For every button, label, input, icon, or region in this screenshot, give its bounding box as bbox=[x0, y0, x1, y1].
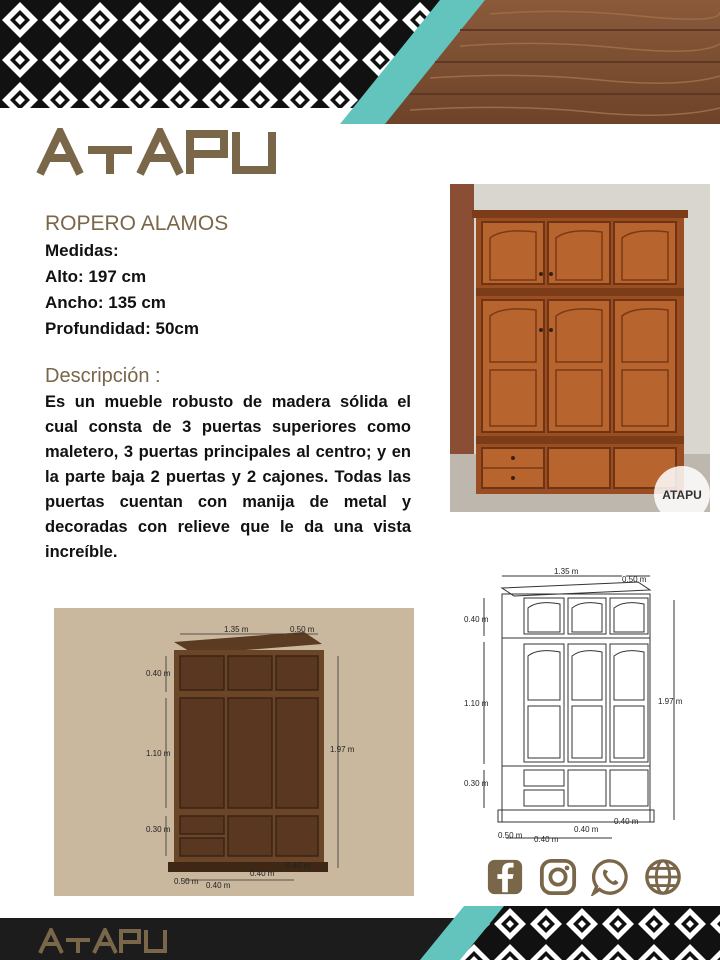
description-text: Es un mueble robusto de madera sólida el cual consta de 3 puertas superiores como maletero, 3 puertas principales al centro; y en la parte baja 2 puertas y 2 cajones. Todas las puertas cuentan con manija de metal y decoradas con relieve que le da una vista increíble. bbox=[45, 393, 411, 561]
render-bottom-height: 0.30 m bbox=[146, 825, 171, 834]
render-section-c: 0.40 m bbox=[286, 861, 311, 870]
atapu-logo bbox=[36, 128, 280, 176]
top-wood-banner bbox=[340, 0, 720, 124]
whatsapp-icon[interactable] bbox=[591, 858, 629, 896]
spec-depth: Profundidad: 50cm bbox=[45, 319, 199, 338]
drawing-depth: 0.50 m bbox=[622, 575, 647, 584]
render-depth: 0.50 m bbox=[290, 625, 315, 634]
drawing-total-height: 1.97 m bbox=[658, 697, 683, 706]
facebook-icon[interactable] bbox=[486, 858, 524, 896]
render-middle-height: 1.10 m bbox=[146, 749, 171, 758]
drawing-bottom-height: 0.30 m bbox=[464, 779, 489, 788]
measures-label: Medidas: bbox=[45, 241, 119, 260]
spec-height: Alto: 197 cm bbox=[45, 267, 147, 286]
render-total-width: 1.35 m bbox=[224, 625, 249, 634]
wardrobe-photo bbox=[450, 184, 710, 512]
render-top-height: 0.40 m bbox=[146, 669, 171, 678]
wardrobe-technical-drawing bbox=[462, 560, 690, 850]
footer-atapu-logo bbox=[38, 928, 168, 954]
web-icon[interactable] bbox=[644, 858, 682, 896]
wardrobe-3d-render bbox=[54, 608, 414, 896]
spec-width: Ancho: 135 cm bbox=[45, 293, 166, 312]
render-section-b: 0.40 m bbox=[250, 869, 275, 878]
drawing-section-b: 0.40 m bbox=[574, 825, 599, 834]
instagram-icon[interactable] bbox=[539, 858, 577, 896]
footer-tribal-pattern bbox=[420, 906, 720, 960]
description-heading: Descripción : bbox=[45, 365, 161, 387]
photo-watermark: ATAPU bbox=[662, 488, 702, 502]
render-base-depth: 0.50 m bbox=[174, 877, 199, 886]
social-icons bbox=[486, 858, 682, 898]
drawing-total-width: 1.35 m bbox=[554, 567, 579, 576]
drawing-top-height: 0.40 m bbox=[464, 615, 489, 624]
product-title: ROPERO ALAMOS bbox=[45, 212, 229, 235]
drawing-section-a: 0.40 m bbox=[534, 835, 559, 844]
render-total-height: 1.97 m bbox=[330, 745, 355, 754]
drawing-middle-height: 1.10 m bbox=[464, 699, 489, 708]
drawing-section-c: 0.40 m bbox=[614, 817, 639, 826]
product-info bbox=[45, 210, 411, 565]
render-section-a: 0.40 m bbox=[206, 881, 231, 890]
drawing-base-depth: 0.50 m bbox=[498, 831, 523, 840]
